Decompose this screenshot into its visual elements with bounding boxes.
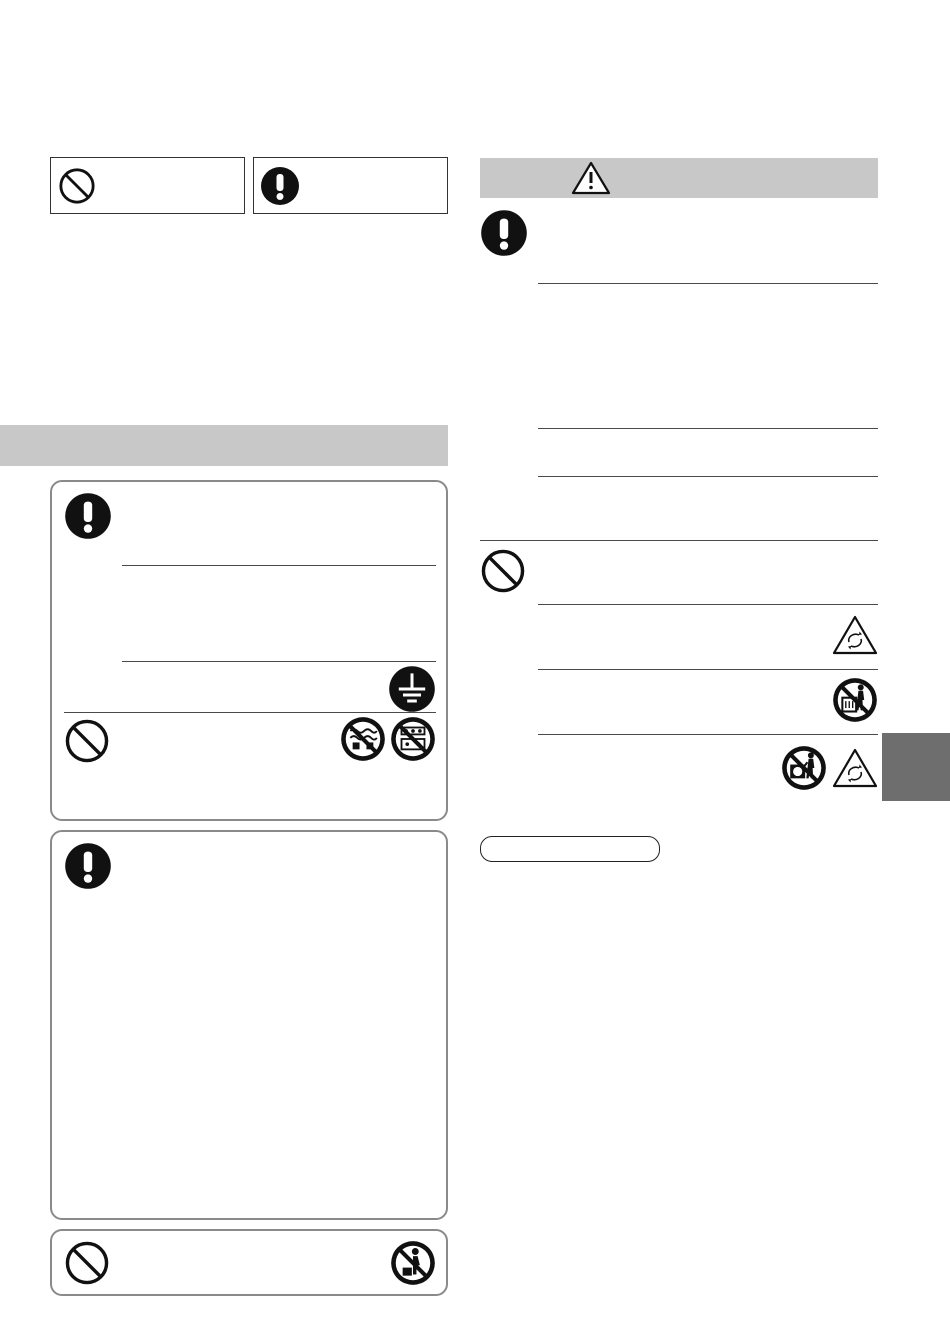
- section-header-band: [0, 425, 448, 466]
- divider-line: [480, 540, 878, 541]
- divider-line: [538, 604, 878, 605]
- note-pill-box: [480, 836, 660, 862]
- no-touch-icon: [390, 1240, 436, 1286]
- exclamation-icon: [64, 842, 112, 890]
- divider-line: [538, 476, 878, 477]
- legend-prohibition-box: [50, 157, 245, 214]
- divider-line: [122, 565, 436, 566]
- divider-line: [538, 734, 878, 735]
- prohibition-icon: [58, 167, 96, 205]
- prohibition-icon: [64, 718, 110, 764]
- no-water-splash-icon: [390, 716, 436, 762]
- ground-earth-icon: [388, 665, 436, 713]
- prohibition-icon: [64, 1240, 110, 1286]
- caution-header-band: [480, 158, 878, 198]
- mandatory-panel: [50, 830, 448, 1220]
- section-edge-tab: [882, 733, 950, 801]
- divider-line: [538, 428, 878, 429]
- mandatory-prohibition-panel: [50, 480, 448, 821]
- exclamation-icon: [64, 492, 112, 540]
- exclamation-icon: [260, 166, 300, 206]
- divider-line: [538, 669, 878, 670]
- divider-line: [122, 661, 436, 662]
- legend-mandatory-box: [253, 157, 448, 214]
- prohibition-icon: [480, 548, 526, 594]
- rotating-parts-warning-icon: [832, 747, 878, 789]
- divider-line: [538, 283, 878, 284]
- divider-line: [64, 712, 436, 713]
- warning-triangle-icon: [571, 161, 611, 195]
- no-climbing-icon: [832, 677, 878, 723]
- rotating-parts-warning-icon: [832, 614, 878, 656]
- exclamation-icon: [480, 209, 528, 257]
- no-hand-in-fan-icon: [781, 745, 827, 791]
- no-water-splash-icon: [340, 716, 386, 762]
- prohibition-panel: [50, 1229, 448, 1296]
